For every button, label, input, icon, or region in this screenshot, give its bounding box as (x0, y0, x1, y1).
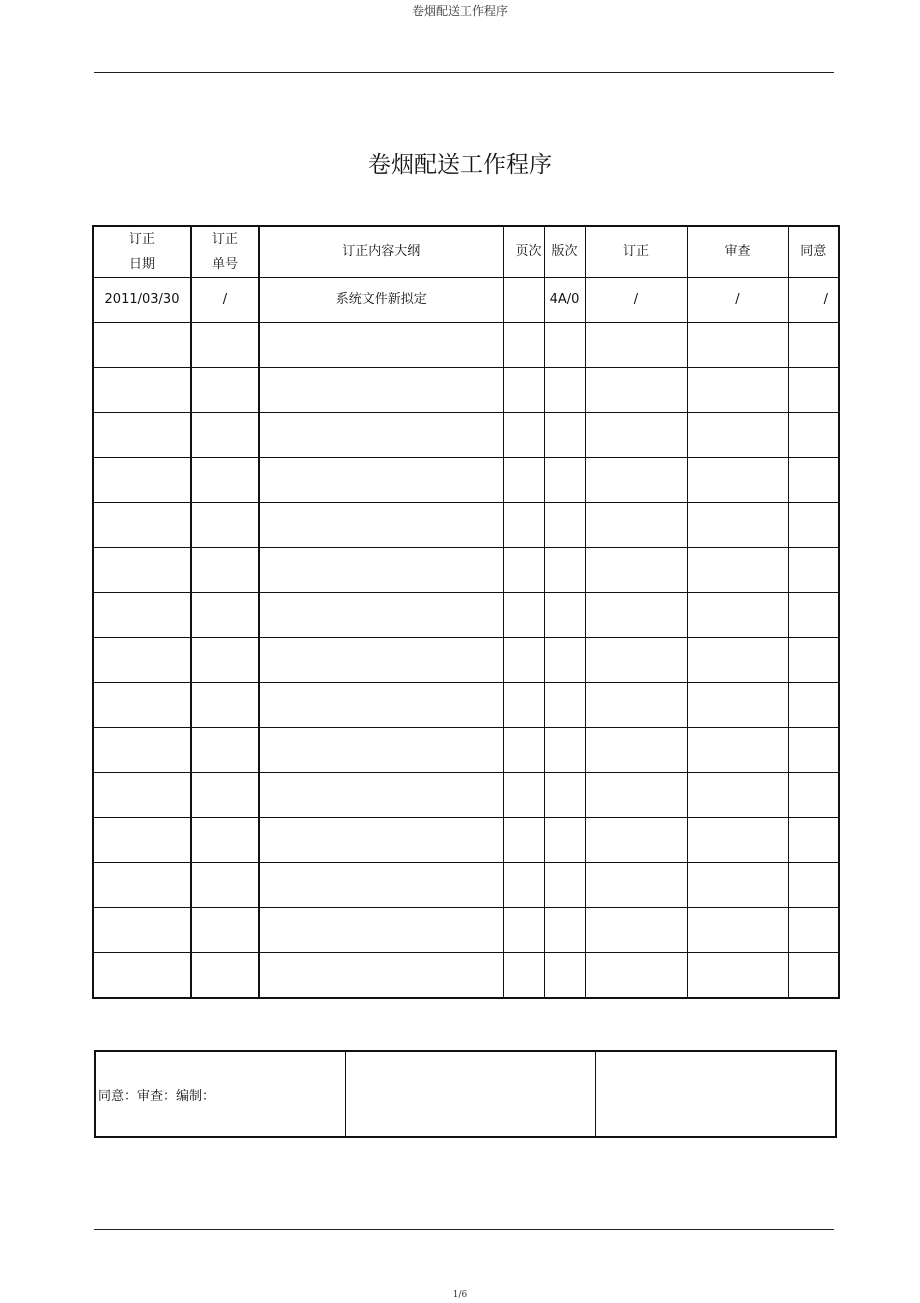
signoff-cell (595, 1051, 836, 1137)
signoff-table (94, 1050, 837, 1138)
header-revision-order-no: 订正 单号 (191, 226, 259, 278)
cell-approved-by: / (788, 278, 839, 323)
header-page: 页次 (503, 226, 544, 278)
table-row (93, 638, 839, 683)
table-row (93, 593, 839, 638)
signoff-row (95, 1051, 836, 1137)
table-row (93, 413, 839, 458)
table-row (93, 503, 839, 548)
document-title: 卷烟配送工作程序 (368, 152, 552, 178)
cell-date: 2011/03/30 (93, 278, 191, 323)
table-row (93, 323, 839, 368)
footer-rule (94, 1229, 834, 1230)
table-row (93, 953, 839, 999)
cell-page (503, 278, 544, 323)
revision-table (92, 225, 840, 999)
header-revision-outline: 订正内容大纲 (259, 226, 503, 278)
header-revised-by: 订正 (585, 226, 687, 278)
header-reviewed-by: 审查 (687, 226, 788, 278)
table-row (93, 863, 839, 908)
page-number: 1/6 (452, 1290, 468, 1300)
table-row (93, 458, 839, 503)
table-row (93, 278, 839, 323)
header-revision-date: 订正 日期 (93, 226, 191, 278)
table-row (93, 908, 839, 953)
table-row (93, 773, 839, 818)
signoff-labels: 同意：审查：编制： (95, 1051, 345, 1137)
table-row (93, 818, 839, 863)
table-row (93, 683, 839, 728)
table-row (93, 548, 839, 593)
cell-outline: 系统文件新拟定 (259, 278, 503, 323)
signoff-cell (345, 1051, 595, 1137)
table-row (93, 368, 839, 413)
cell-version: 4A/0 (544, 278, 585, 323)
header-rule (94, 72, 834, 73)
cell-reviewed-by: / (687, 278, 788, 323)
table-row (93, 728, 839, 773)
header-version: 版次 (544, 226, 585, 278)
cell-revised-by: / (585, 278, 687, 323)
running-header: 卷烟配送工作程序 (411, 4, 508, 18)
cell-order-no: / (191, 278, 259, 323)
header-approved-by: 同意 (788, 226, 839, 278)
table-header-row (93, 226, 839, 278)
